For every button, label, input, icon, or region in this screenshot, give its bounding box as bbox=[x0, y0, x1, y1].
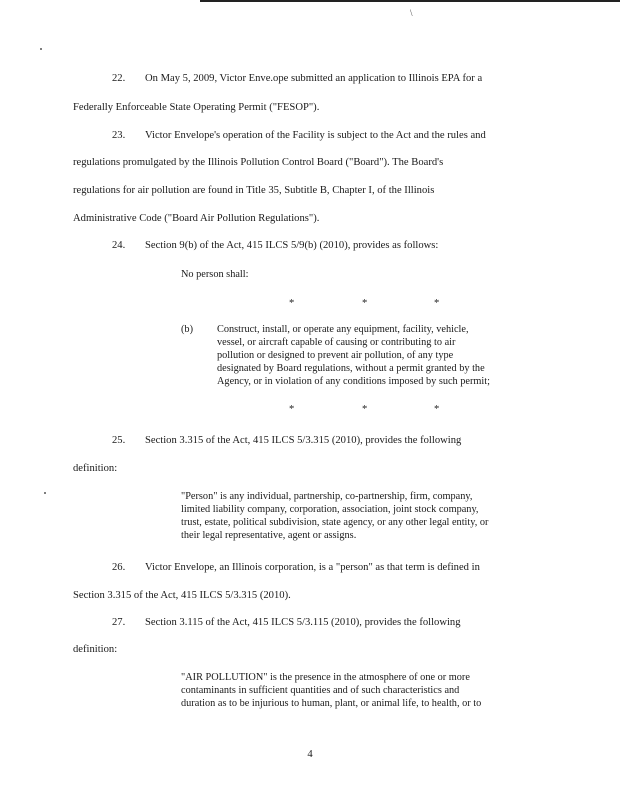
top-mark: \ bbox=[410, 8, 413, 18]
star-marker: * bbox=[434, 404, 440, 415]
paragraph-number: 25. bbox=[112, 435, 126, 446]
paragraph-line: Section 3.315 of the Act, 415 ILCS 5/3.315 (2010). bbox=[73, 590, 291, 601]
paragraph-line: Administrative Code ("Board Air Pollution Regulations"). bbox=[73, 213, 320, 224]
paragraph-number: 26. bbox=[112, 562, 126, 573]
quote-item-line: vessel, or aircraft capable of causing or contributing to air bbox=[217, 337, 456, 348]
paragraph-line: Section 3.115 of the Act, 415 ILCS 5/3.115 (2010), provides the following bbox=[145, 617, 461, 628]
paragraph-line: regulations for air pollution are found in Title 35, Subtitle B, Chapter I, of the Illinois bbox=[73, 185, 435, 196]
quote-line: contaminants in sufficient quantities and of such characteristics and bbox=[181, 685, 460, 696]
quote-intro: No person shall: bbox=[181, 269, 249, 280]
quote-item-line: Agency, or in violation of any conditions imposed by such permit; bbox=[217, 376, 491, 387]
page-number: 4 bbox=[307, 749, 313, 760]
paragraph-line: regulations promulgated by the Illinois Pollution Control Board ("Board"). The Board's bbox=[73, 157, 444, 168]
quote-line: "AIR POLLUTION" is the presence in the atmosphere of one or more bbox=[181, 672, 470, 683]
scan-speck bbox=[44, 492, 46, 494]
paragraph-line: definition: bbox=[73, 463, 118, 474]
paragraph-line: Federally Enforceable State Operating Permit ("FESOP"). bbox=[73, 102, 320, 113]
quote-line: "Person" is any individual, partnership, co-partnership, firm, company, bbox=[181, 491, 473, 502]
ellipsis-stars bbox=[0, 404, 620, 416]
quote-line: duration as to be injurious to human, plant, or animal life, to health, or to bbox=[181, 698, 482, 709]
ellipsis-stars bbox=[0, 298, 620, 310]
quote-line: their legal representative, agent or assigns. bbox=[181, 530, 357, 541]
star-marker: * bbox=[289, 298, 295, 309]
paragraph-line: Section 9(b) of the Act, 415 ILCS 5/9(b) (2010), provides as follows: bbox=[145, 240, 439, 251]
star-marker: * bbox=[362, 298, 368, 309]
quote-line: limited liability company, corporation, association, joint stock company, bbox=[181, 504, 479, 515]
star-marker: * bbox=[434, 298, 440, 309]
paragraph-number: 24. bbox=[112, 240, 126, 251]
quote-item-line: designated by Board regulations, without a permit granted by the bbox=[217, 363, 485, 374]
paragraph-line: definition: bbox=[73, 644, 118, 655]
paragraph-number: 27. bbox=[112, 617, 126, 628]
paragraph-number: 22. bbox=[112, 73, 126, 84]
paragraph-line: Section 3.315 of the Act, 415 ILCS 5/3.315 (2010), provides the following bbox=[145, 435, 462, 446]
quote-item-line: pollution or designed to prevent air pollution, of any type bbox=[217, 350, 454, 361]
star-marker: * bbox=[289, 404, 295, 415]
paragraph-line: On May 5, 2009, Victor Enve.ope submitted an application to Illinois EPA for a bbox=[145, 73, 483, 84]
paragraph-line: Victor Envelope, an Illinois corporation, is a "person" as that term is defined in bbox=[145, 562, 480, 573]
scan-speck bbox=[40, 48, 42, 50]
quote-item-label: (b) bbox=[181, 324, 194, 335]
quote-item-line: Construct, install, or operate any equipment, facility, vehicle, bbox=[217, 324, 469, 335]
top-rule-line bbox=[200, 0, 620, 2]
star-marker: * bbox=[362, 404, 368, 415]
quote-line: trust, estate, political subdivision, state agency, or any other legal entity, or bbox=[181, 517, 489, 528]
paragraph-line: Victor Envelope's operation of the Facility is subject to the Act and the rules and bbox=[145, 130, 486, 141]
paragraph-number: 23. bbox=[112, 130, 126, 141]
